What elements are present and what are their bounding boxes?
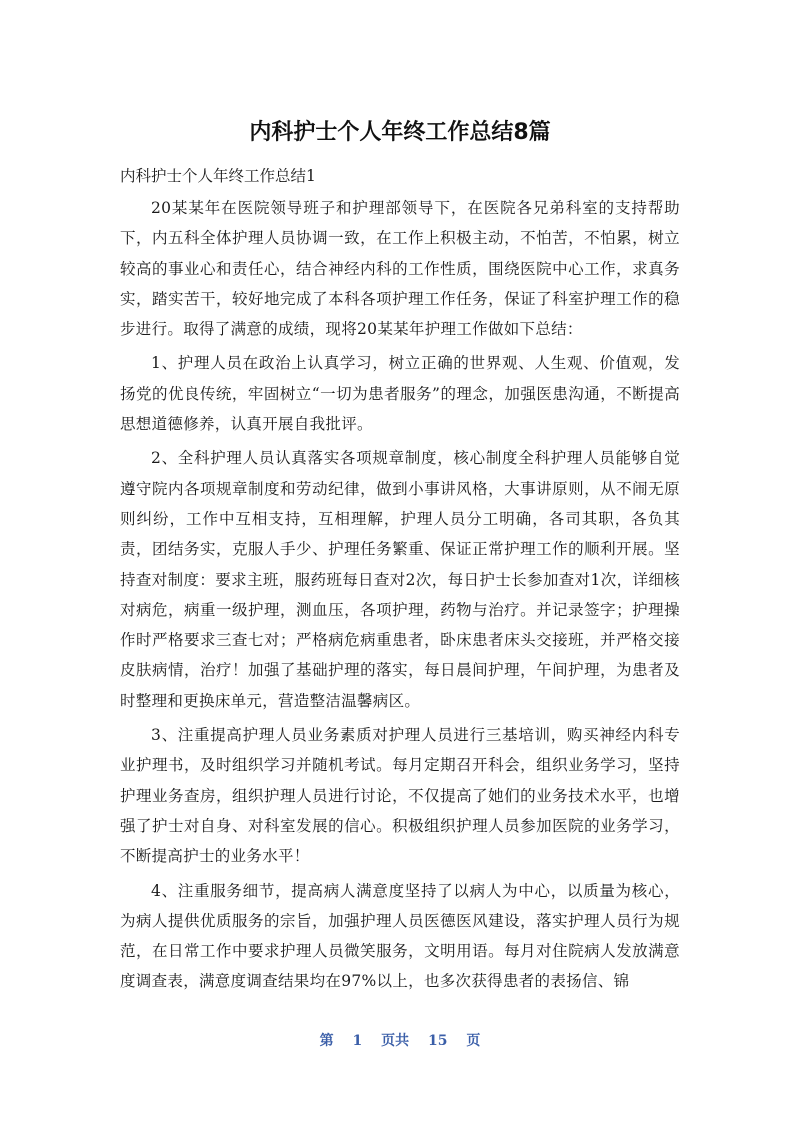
footer-page-total: 15 [428,1033,448,1049]
footer-label-mid: 页共 [381,1033,410,1049]
paragraph-item-3: 3、注重提高护理人员业务素质对护理人员进行三基培训，购买神经内科专业护理书，及时组织学习并随机考试。每月定期召开科会，组织业务学习，坚持护理业务查房，组织护理人员进行讨论，不仅提高了她们的业务技术水平，也增强了护士对自身、对科室发展的信心。积极组织护理人员参加医院的业务学习，不断提高护士的业务水平！ [120,726,680,866]
page-footer [0,1031,800,1051]
footer-label-prefix: 第 [319,1033,334,1049]
footer-label-suffix: 页 [466,1033,481,1049]
document-title: 内科护士个人年终工作总结8篇 [249,120,551,145]
document-body [120,193,680,1001]
section-subtitle: 内科护士个人年终工作总结1 [120,167,316,185]
paragraph-item-2: 2、全科护理人员认真落实各项规章制度，核心制度全科护理人员能够自觉遵守院内各项规章制度和劳动纪律，做到小事讲风格，大事讲原则，从不闹无原则纠纷，工作中互相支持，互相理解，护理人员分工明确，各司其职，各负其责，团结务实，克服人手少、护理任务繁重、保证正常护理工作的顺利开展。坚持查对制度：要求主班，服药班每日查对2次，每日护士长参加查对1次，详细核对病危，病重一级护理，测血压，各项护理，药物与治疗。并记录签字；护理操作时严格要求三查七对；严格病危病重患者，卧床患者床头交接班，并严格交接皮肤病情，治疗！加强了基础护理的落实，每日晨间护理，午间护理，为患者及时整理和更换床单元，营造整洁温馨病区。 [120,449,680,710]
paragraph-intro: 20某某年在医院领导班子和护理部领导下，在医院各兄弟科室的支持帮助下，内五科全体护理人员协调一致，在工作上积极主动，不怕苦，不怕累，树立较高的事业心和责任心，结合神经内科的工作性质，围绕医院中心工作，求真务实，踏实苦干，较好地完成了本科各项护理工作任务，保证了科室护理工作的稳步进行。取得了满意的成绩，现将20某某年护理工作做如下总结： [120,199,680,339]
footer-page-current: 1 [352,1033,363,1049]
paragraph-item-1: 1、护理人员在政治上认真学习，树立正确的世界观、人生观、价值观，发扬党的优良传统，牢固树立“一切为患者服务”的理念，加强医患沟通，不断提高思想道德修养，认真开展自我批评。 [120,354,680,434]
paragraph-item-4: 4、注重服务细节，提高病人满意度坚持了以病人为中心，以质量为核心，为病人提供优质服务的宗旨，加强护理人员医德医风建设，落实护理人员行为规范，在日常工作中要求护理人员微笑服务，文明用语。每月对住院病人发放满意度调查表，满意度调查结果均在97%以上，也多次获得患者的表扬信、锦 [120,881,680,991]
